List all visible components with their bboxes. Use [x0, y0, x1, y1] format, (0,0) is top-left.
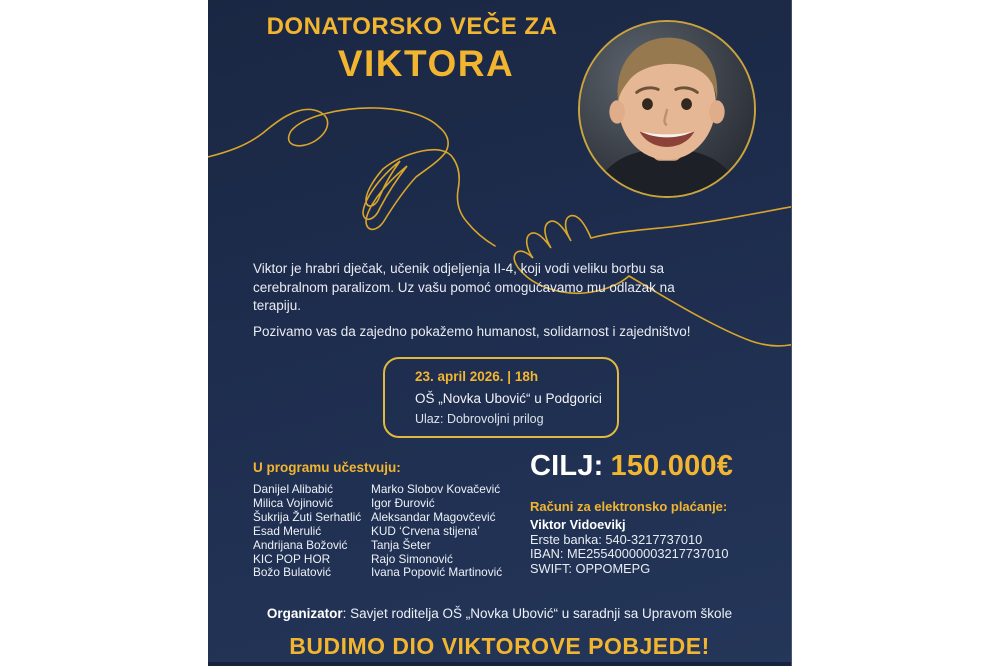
payment-account-name: Viktor Vidoevikj [530, 516, 626, 532]
intro-text [253, 260, 711, 341]
program-participant: Danijel Alibabić [253, 482, 334, 496]
portrait-illustration [580, 22, 754, 196]
payment-heading: Računi za elektronsko plaćanje: [530, 499, 728, 514]
program-participant: Ivana Popović Martinović [371, 565, 503, 580]
organizer-line [208, 606, 791, 621]
program-participant: KUD ‘Crvena stijena’ [371, 523, 480, 538]
program-section [253, 460, 523, 580]
event-location: OŠ „Novka Ubović“ u Podgorici [415, 391, 602, 406]
program-participant: Igor Đurović [371, 495, 435, 510]
program-participant: Marko Slobov Kovačević [371, 482, 501, 496]
program-participant: Tanja Šeter [371, 537, 431, 552]
program-participant: Esad Merulić [253, 523, 322, 538]
title-line-2: VIKTORA [337, 43, 515, 84]
payment-bank-account: Erste banka: 540-3217737010 [530, 531, 703, 547]
goal-label: CILJ: [530, 450, 604, 482]
viktor-portrait-photo [578, 20, 756, 198]
left-hand-line [208, 108, 495, 246]
bottom-edge-strip [208, 662, 791, 666]
event-entry-fee: Ulaz: Dobrovoljni prilog [415, 412, 544, 426]
event-details-box [383, 357, 619, 438]
poster-title [208, 13, 616, 85]
program-columns [253, 483, 523, 580]
bottom-slogan: BUDIMO DIO VIKTOROVE POBJEDE! [289, 633, 710, 659]
event-date-time: 23. april 2026. | 18h [415, 369, 539, 384]
organizer-text: : Savjet roditelja OŠ „Novka Ubović“ u saradnji sa Upravom škole [342, 606, 733, 621]
program-heading: U programu učestvuju: [253, 460, 401, 475]
program-participant: Milica Vojinović [253, 495, 333, 510]
program-participant: Rajo Simonović [371, 551, 453, 566]
donation-poster [208, 0, 792, 666]
program-participant: Andrijana Božović [253, 537, 348, 552]
program-column-1 [253, 483, 371, 580]
intro-paragraph-2: Pozivamo vas da zajedno pokažemo humanost, solidarnost i zajedništvo! [253, 323, 691, 339]
fundraising-goal [530, 450, 733, 483]
payment-details [530, 500, 729, 577]
goal-amount: 150.000€ [610, 450, 734, 482]
program-participant: Aleksandar Magovčević [371, 509, 496, 524]
program-participant: Božo Bulatović [253, 565, 332, 580]
organizer-label: Organizator [266, 606, 343, 621]
intro-paragraph-1: Viktor je hrabri dječak, učenik odjeljenja II-4, koji vodi veliku borbu sa cerebralnom paralizom. Uz vašu pomoć omogućavamo mu odlazak na terapiju. [253, 261, 675, 313]
program-participant: KIC POP HOR [253, 551, 331, 566]
title-line-1: DONATORSKO VEČE ZA [266, 13, 558, 40]
payment-iban: IBAN: ME25540000003217737010 [530, 546, 729, 562]
program-participant: Šukrija Žuti Serhatlić [253, 509, 362, 524]
payment-swift: SWIFT: OPPOMEPG [530, 561, 651, 577]
program-column-2 [371, 483, 502, 580]
